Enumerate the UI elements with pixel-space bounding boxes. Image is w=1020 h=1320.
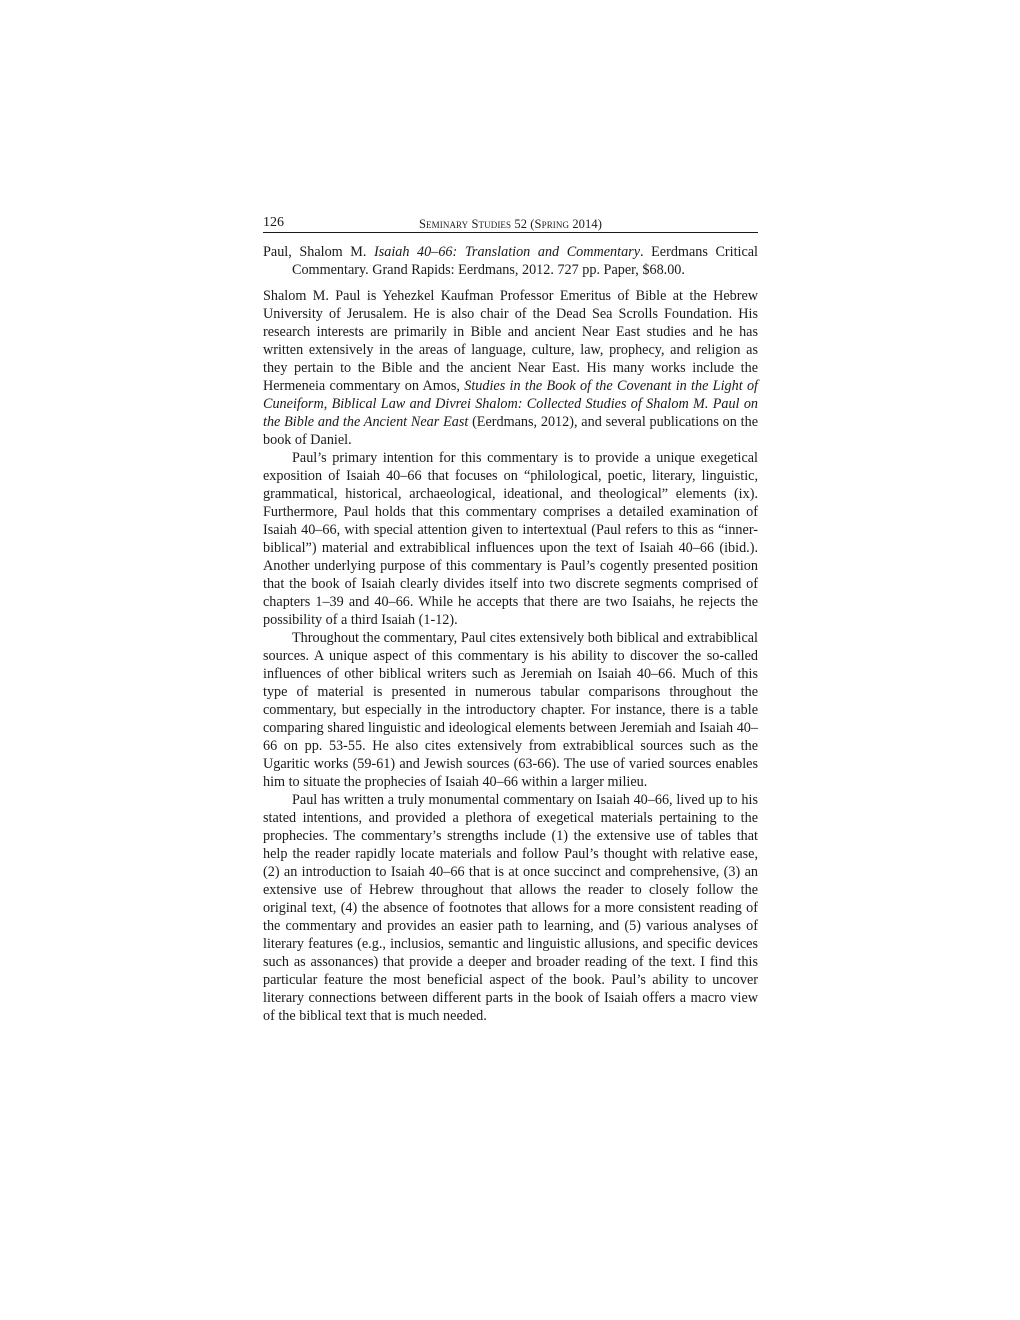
book-citation [263,243,758,279]
paragraph-2: Paul’s primary intention for this commentary is to provide a unique exegetical exposition of Isaiah 40–66 that focuses on “philological, poetic, literary, linguistic, grammatical, historical, archaeological, ideational, and theological” elements (ix). Furthermore, Paul holds that this commentary comprises a detailed examination of Isaiah 40–66, with special attention given to intertextual (Paul refers to this as “inner-biblical”) material and extrabiblical influences upon the text of Isaiah 40–66 (ibid.). Another underlying purpose of this commentary is Paul’s cogently presented position that the book of Isaiah clearly divides itself into two discrete segments comprised of chapters 1–39 and 40–66. While he accepts that there are two Isaiahs, he rejects the possibility of a third Isaiah (1-12). [263,450,758,628]
paragraph-4: Paul has written a truly monumental commentary on Isaiah 40–66, lived up to his stated intentions, and provided a plethora of exegetical materials pertaining to the prophecies. The commentary’s strengths include (1) the extensive use of tables that help the reader rapidly locate materials and follow Paul’s thought with relative ease, (2) an introduction to Isaiah 40–66 that is at once succinct and comprehensive, (3) an extensive use of Hebrew throughout that allows the reader to closely follow the original text, (4) the absence of footnotes that allows for a more consistent reading of the commentary and provides an easier path to learning, and (5) various analyses of literary features (e.g., inclusios, semantic and linguistic allusions, and specific devices such as assonances) that provide a deeper and broader reading of the text. I find this particular feature the most beneficial aspect of the book. Paul’s ability to uncover literary connections between different parts in the book of Isaiah offers a macro view of the biblical text that is much needed. [263,792,758,1024]
journal-title: Seminary Studies 52 (Spring 2014) [419,217,602,231]
italic-title-2: Biblical Law and Divrei Shalom: Collected Studies of Shalom M. Paul on the Bible and the Ancient Near East [263,396,759,430]
running-head [263,214,758,233]
paragraph-3: Throughout the commentary, Paul cites extensively both biblical and extrabiblical sources. A unique aspect of this commentary is his ability to discover the so-called influences of other biblical writers such as Jeremiah on Isaiah 40–66. Much of this type of material is presented in numerous tabular comparisons throughout the commentary, but especially in the introductory chapter. For instance, there is a table comparing shared linguistic and ideological elements between Jeremiah and Isaiah 40–66 on pp. 53-55. He also cites extensively from extrabiblical sources such as the Ugaritic works (59-61) and Jewish sources (63-66). The use of varied sources enables him to situate the prophecies of Isaiah 40–66 within a larger milieu. [263,630,758,790]
page [263,214,758,1025]
review-body [263,287,758,1025]
page-number: 126 [263,215,284,230]
citation-publication: . Eerdmans Critical Commentary. Grand Rapids: Eerdmans, 2012. 727 pp. Paper, $68.00. [292,244,758,278]
paragraph-1: Shalom M. Paul is Yehezkel Kaufman Professor Emeritus of Bible at the Hebrew University of Jerusalem. He is also chair of the Dead Sea Scrolls Foundation. His research interests are primarily in Bible and ancient Near East studies and he has written extensively in the areas of language, culture, law, prophecy, and religion as they pertain to the Bible and the ancient Near East. His many works include the Hermeneia commentary on Amos, Studies in the Book of the Covenant in the Light of Cuneiform, Biblical Law and Divrei Shalom: Collected Studies of Shalom M. Paul on the Bible and the Ancient Near East (Eerdmans, 2012), and several publications on the book of Daniel. [263,288,759,448]
citation-author: Paul, Shalom M. [263,244,375,260]
italic-title-1: Studies in the Book of the Covenant in the Light of Cuneiform [263,378,758,412]
citation-title: Isaiah 40–66: Translation and Commentary [374,244,641,260]
